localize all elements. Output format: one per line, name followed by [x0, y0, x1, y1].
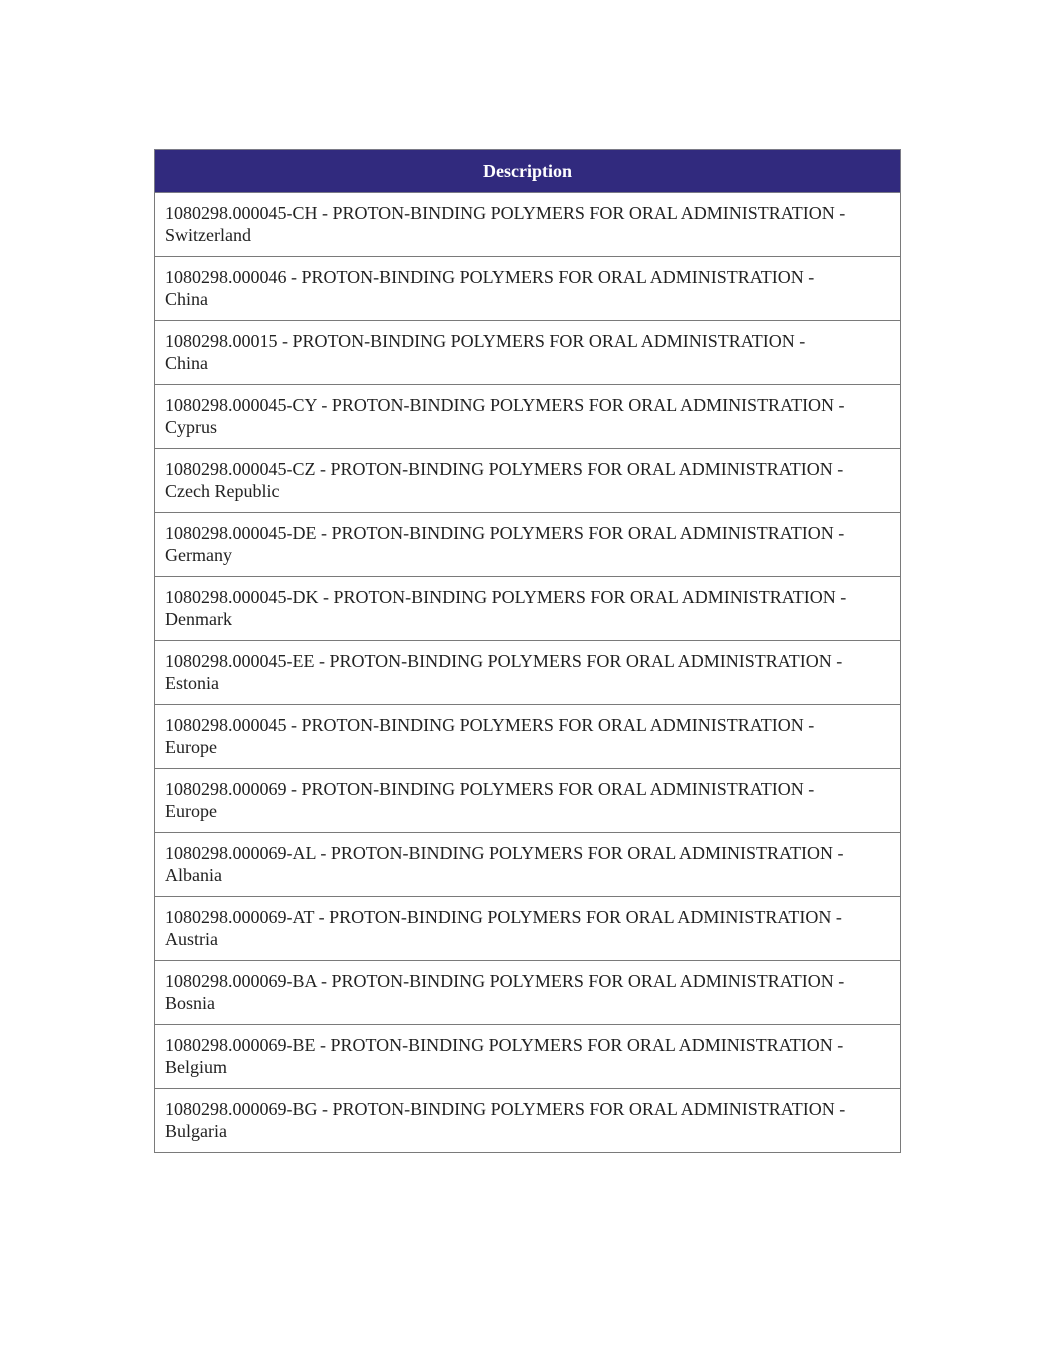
table-row: [155, 961, 901, 1025]
country-text: Cyprus: [165, 417, 218, 437]
country-text: Europe: [165, 737, 217, 757]
description-text: 1080298.000069 - PROTON-BINDING POLYMERS FOR ORAL ADMINISTRATION -: [165, 779, 815, 799]
table-row: [155, 769, 901, 833]
description-cell: [155, 961, 901, 1025]
description-text: 1080298.000069-BE - PROTON-BINDING POLYMERS FOR ORAL ADMINISTRATION -: [165, 1035, 844, 1055]
description-cell: [155, 513, 901, 577]
description-column-header: Description: [155, 150, 901, 193]
description-cell: [155, 577, 901, 641]
description-text: 1080298.00015 - PROTON-BINDING POLYMERS FOR ORAL ADMINISTRATION -: [165, 331, 806, 351]
country-text: China: [165, 289, 208, 309]
description-cell: [155, 193, 901, 257]
country-text: Czech Republic: [165, 481, 280, 501]
table-row: [155, 641, 901, 705]
description-cell: [155, 705, 901, 769]
country-text: Albania: [165, 865, 222, 885]
description-cell: [155, 449, 901, 513]
description-table: [154, 149, 901, 1153]
description-cell: [155, 641, 901, 705]
description-cell: [155, 833, 901, 897]
description-cell: [155, 897, 901, 961]
table-row: [155, 1025, 901, 1089]
table-row: [155, 193, 901, 257]
description-text: 1080298.000045-EE - PROTON-BINDING POLYMERS FOR ORAL ADMINISTRATION -: [165, 651, 843, 671]
table-header-row: [155, 150, 901, 193]
table-row: [155, 577, 901, 641]
description-text: 1080298.000045-DK - PROTON-BINDING POLYMERS FOR ORAL ADMINISTRATION -: [165, 587, 847, 607]
description-text: 1080298.000045-DE - PROTON-BINDING POLYMERS FOR ORAL ADMINISTRATION -: [165, 523, 845, 543]
country-text: Denmark: [165, 609, 232, 629]
country-text: Bulgaria: [165, 1121, 227, 1141]
description-text: 1080298.000069-BA - PROTON-BINDING POLYMERS FOR ORAL ADMINISTRATION -: [165, 971, 845, 991]
description-cell: [155, 1089, 901, 1153]
description-text: 1080298.000045-CZ - PROTON-BINDING POLYMERS FOR ORAL ADMINISTRATION -: [165, 459, 844, 479]
country-text: Belgium: [165, 1057, 227, 1077]
country-text: Bosnia: [165, 993, 216, 1013]
description-cell: [155, 257, 901, 321]
country-text: Estonia: [165, 673, 219, 693]
description-text: 1080298.000069-BG - PROTON-BINDING POLYMERS FOR ORAL ADMINISTRATION -: [165, 1099, 846, 1119]
table-row: [155, 257, 901, 321]
table-row: [155, 321, 901, 385]
table-row: [155, 449, 901, 513]
description-text: 1080298.000045-CH - PROTON-BINDING POLYMERS FOR ORAL ADMINISTRATION -: [165, 203, 846, 223]
table-row: [155, 705, 901, 769]
table-row: [155, 385, 901, 449]
description-cell: [155, 1025, 901, 1089]
description-cell: [155, 385, 901, 449]
country-text: Switzerland: [165, 225, 251, 245]
description-text: 1080298.000045-CY - PROTON-BINDING POLYMERS FOR ORAL ADMINISTRATION -: [165, 395, 845, 415]
country-text: Germany: [165, 545, 232, 565]
country-text: Austria: [165, 929, 218, 949]
description-cell: [155, 769, 901, 833]
country-text: Europe: [165, 801, 217, 821]
description-cell: [155, 321, 901, 385]
description-text: 1080298.000046 - PROTON-BINDING POLYMERS FOR ORAL ADMINISTRATION -: [165, 267, 815, 287]
description-text: 1080298.000069-AL - PROTON-BINDING POLYMERS FOR ORAL ADMINISTRATION -: [165, 843, 844, 863]
table-row: [155, 513, 901, 577]
table-row: [155, 833, 901, 897]
table-row: [155, 1089, 901, 1153]
description-text: 1080298.000069-AT - PROTON-BINDING POLYMERS FOR ORAL ADMINISTRATION -: [165, 907, 842, 927]
table-row: [155, 897, 901, 961]
table-body: [155, 193, 901, 1153]
description-text: 1080298.000045 - PROTON-BINDING POLYMERS FOR ORAL ADMINISTRATION -: [165, 715, 815, 735]
country-text: China: [165, 353, 208, 373]
